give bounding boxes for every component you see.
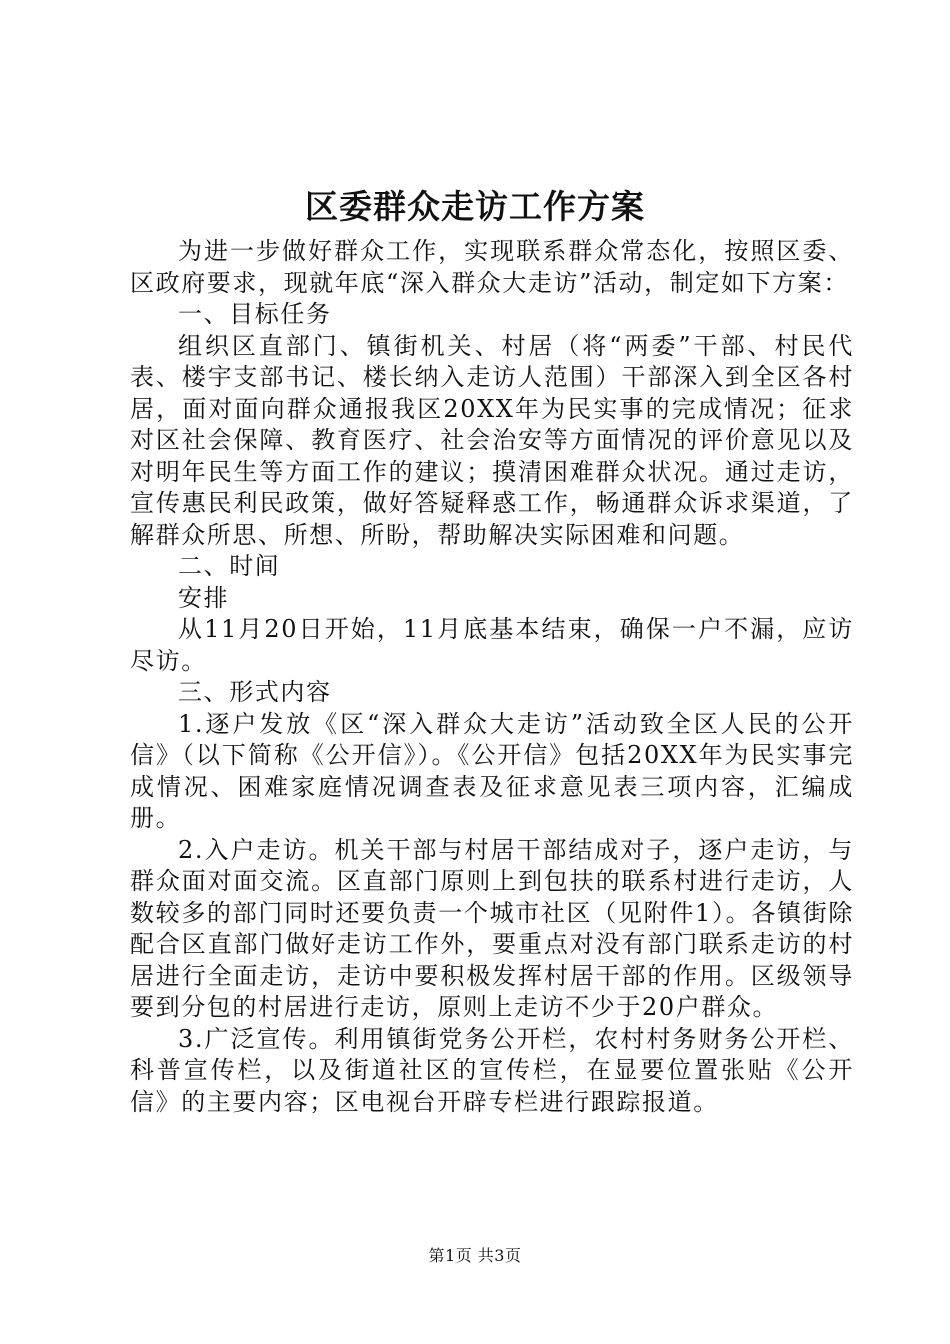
format-item-1: 1.逐户发放《区“深入群众大走访”活动致全区人民的公开信》（以下简称《公开信》）。《公开信》包括20XX年为民实事完成情况、困难家庭情况调查表及征求意见表三项内容，汇编成册。 [130, 709, 854, 832]
section-heading-goals: 一、目标任务 [178, 300, 332, 328]
intro-paragraph: 为进一步做好群众工作，实现联系群众常态化，按照区委、区政府要求，现就年底“深入群众大走访”活动，制定如下方案： [130, 237, 854, 297]
page-footer: 第1页 共3页 [428, 1246, 522, 1265]
document-title: 区委群众走访工作方案 [305, 187, 645, 226]
format-item-3: 3.广泛宣传。利用镇街党务公开栏，农村村务财务公开栏、科普宣传栏，以及街道社区的宣传栏，在显要位置张贴《公开信》的主要内容；区电视台开辟专栏进行跟踪报道。 [130, 1024, 854, 1116]
format-item-2: 2.入户走访。机关干部与村居干部结成对子，逐户走访，与群众面对面交流。区直部门原则上到包扶的联系村进行走访，人数较多的部门同时还要负责一个城市社区（见附件1）。各镇街除配合区直部门做好走访工作外，要重点对没有部门联系走访的村居进行全面走访，走访中要积极发挥村居干部的作用。区级领导要到分包的村居进行走访，原则上走访不少于20户群众。 [130, 835, 854, 1021]
document-body [130, 236, 854, 1118]
time-subheading: 安排 [178, 583, 230, 612]
section-heading-time: 二、时间 [178, 552, 281, 580]
goals-paragraph: 组织区直部门、镇街机关、村居（将“两委”干部、村民代表、楼宇支部书记、楼长纳入走访人范围）干部深入到全区各村居，面对面向群众通报我区20XX年为民实事的完成情况；征求对区社会保障、教育医疗、社会治安等方面情况的评价意见以及对明年民生等方面工作的建议；摸清困难群众状况。通过走访，宣传惠民利民政策，做好答疑释惑工作，畅通群众诉求渠道，了解群众所思、所想、所盼，帮助解决实际困难和问题。 [130, 331, 854, 549]
section-heading-format: 三、形式内容 [178, 678, 332, 706]
time-paragraph: 从11月20日开始，11月底基本结束，确保一户不漏，应访尽访。 [130, 615, 854, 675]
